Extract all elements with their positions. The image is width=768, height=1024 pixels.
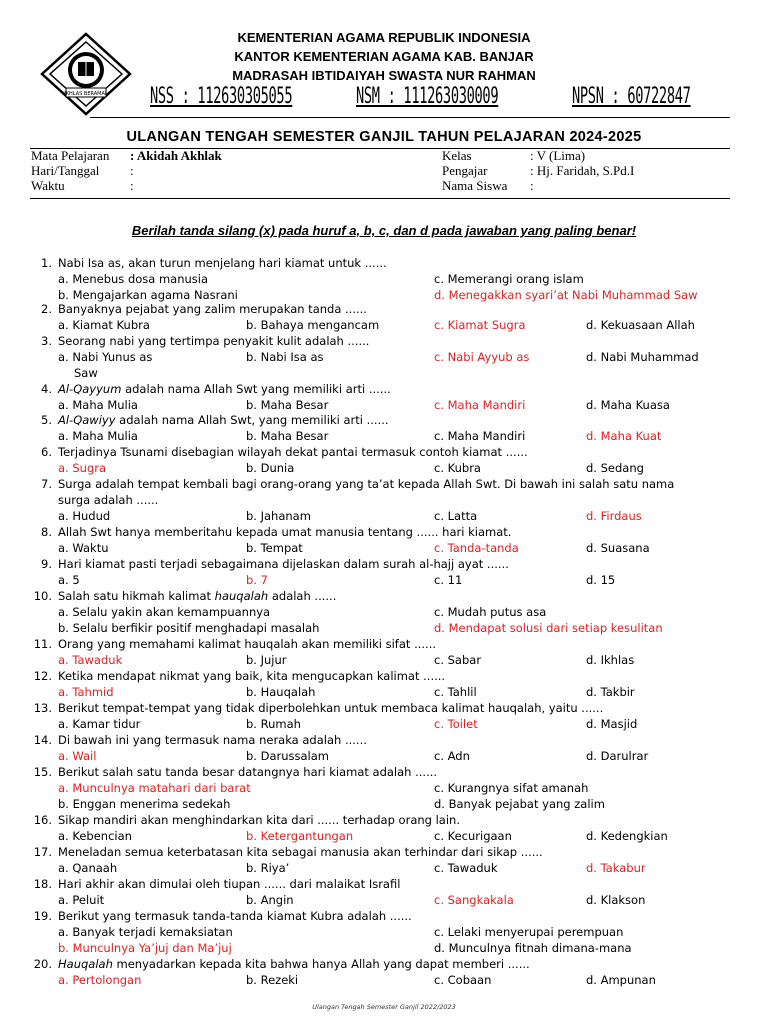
- option-c: c. Kecurigaan: [434, 829, 512, 843]
- option-b: b. 7: [246, 573, 268, 587]
- option-a: a. Tahmid: [58, 685, 114, 699]
- question-number: 15.: [33, 765, 52, 779]
- nss-number: NSS : 112630305055: [150, 84, 293, 109]
- header-line-2: KANTOR KEMENTERIAN AGAMA KAB. BANJAR: [234, 49, 534, 64]
- question-number: 1.: [41, 256, 52, 270]
- option-a: a. Qanaah: [58, 861, 118, 875]
- question-text: Hauqalah menyadarkan kepada kita bahwa hanya Allah yang dapat memberi ......: [58, 957, 530, 971]
- question-number: 10.: [33, 589, 52, 603]
- option-b: b. Mengajarkan agama Nasrani: [58, 288, 238, 302]
- question-text: Nabi Isa as, akan turun menjelang hari kiamat untuk ......: [58, 256, 387, 270]
- nama-siswa-value: :: [530, 178, 534, 193]
- question-text-cont: surga adalah ......: [58, 493, 159, 507]
- option-a: a. Pertolongan: [58, 973, 142, 987]
- option-d: d. Nabi Muhammad: [586, 350, 699, 364]
- option-c: c. Kurangnya sifat amanah: [434, 781, 589, 795]
- footer: Ulangan Tengah Semester Ganjil 2022/2023: [312, 1003, 456, 1011]
- question-text: Al-Qawiyy adalah nama Allah Swt, yang memiliki arti ......: [58, 413, 389, 427]
- question-number: 8.: [41, 525, 52, 539]
- kelas-label: Kelas: [442, 148, 472, 163]
- question-number: 5.: [41, 413, 52, 427]
- hari-value: :: [130, 163, 134, 178]
- option-a: a. Wail: [58, 749, 97, 763]
- question-number: 14.: [33, 733, 52, 747]
- question-text: Di bawah ini yang termasuk nama neraka adalah ......: [58, 733, 367, 747]
- option-d: d. 15: [586, 573, 616, 587]
- option-a: a. Hudud: [58, 509, 111, 523]
- option-c: c. Sabar: [434, 653, 482, 667]
- option-a: a. Peluit: [58, 893, 105, 907]
- option-a: a. Maha Mulia: [58, 398, 138, 412]
- option-d: d. Ampunan: [586, 973, 656, 987]
- logo-text: IKHLAS BERAMAL: [64, 91, 108, 97]
- question-number: 17.: [33, 845, 52, 859]
- option-d: d. Takbir: [586, 685, 635, 699]
- option-d: d. Munculnya fitnah dimana-mana: [434, 941, 632, 955]
- option-d: d. Kedengkian: [586, 829, 668, 843]
- question-text: Seorang nabi yang tertimpa penyakit kulit adalah ......: [58, 334, 370, 348]
- option-a: a. Banyak terjadi kemaksiatan: [58, 925, 233, 939]
- question-number: 13.: [33, 701, 52, 715]
- question-number: 4.: [41, 382, 52, 396]
- npsn-number: NPSN : 60722847: [572, 84, 691, 109]
- nsm-number: NSM : 111263030009: [356, 84, 499, 109]
- header-line-3: MADRASAH IBTIDAIYAH SWASTA NUR RAHMAN: [232, 68, 536, 83]
- info-divider: [30, 198, 730, 199]
- question-number: 19.: [33, 909, 52, 923]
- mapel-label: Mata Pelajaran: [31, 148, 110, 163]
- question-text: Allah Swt hanya memberitahu kepada umat manusia tentang ...... hari kiamat.: [58, 525, 512, 539]
- option-b: b. Dunia: [246, 461, 295, 475]
- question-text: Hari akhir akan dimulai oleh tiupan ...... dari malaikat Israfil: [58, 877, 401, 891]
- option-b: b. Angin: [246, 893, 294, 907]
- question-text: Ketika mendapat nikmat yang baik, kita mengucapkan kalimat ......: [58, 669, 446, 683]
- option-c: c. Memerangi orang islam: [434, 272, 584, 286]
- option-a: a. Selalu yakin akan kemampuannya: [58, 605, 271, 619]
- option-b: b. Jujur: [246, 653, 287, 667]
- option-d-cont: Saw: [74, 366, 98, 380]
- option-b: b. Darussalam: [246, 749, 330, 763]
- option-d: d. Darulrar: [586, 749, 649, 763]
- header-line-1: KEMENTERIAN AGAMA REPUBLIK INDONESIA: [237, 30, 531, 45]
- option-c: c. Lelaki menyerupai perempuan: [434, 925, 624, 939]
- option-c: c. Adn: [434, 749, 470, 763]
- waktu-label: Waktu: [31, 178, 65, 193]
- option-c: c. Latta: [434, 509, 478, 523]
- question-number: 20.: [33, 957, 52, 971]
- option-c: c. Maha Mandiri: [434, 429, 526, 443]
- question-number: 3.: [41, 334, 52, 348]
- question-text: Berikut yang termasuk tanda-tanda kiamat Kubra adalah ......: [58, 909, 412, 923]
- question-text: Hari kiamat pasti terjadi sebagaimana dijelaskan dalam surah al-hajj ayat ......: [58, 557, 509, 571]
- question-number: 9.: [41, 557, 52, 571]
- option-d: d. Takabur: [586, 861, 646, 875]
- option-a: a. Kebencian: [58, 829, 132, 843]
- question-number: 16.: [33, 813, 52, 827]
- option-a: a. Sugra: [58, 461, 107, 475]
- pengajar-value: : Hj. Faridah, S.Pd.I: [530, 163, 635, 178]
- option-c: c. Maha Mandiri: [434, 398, 526, 412]
- option-a: a. Munculnya matahari dari barat: [58, 781, 251, 795]
- option-c: c. Toilet: [434, 717, 478, 731]
- option-b: b. Hauqalah: [246, 685, 316, 699]
- question-text: Sikap mandiri akan menghindarkan kita dari ...... terhadap orang lain.: [58, 813, 460, 827]
- option-d: d. Masjid: [586, 717, 638, 731]
- mapel-value: : Akidah Akhlak: [130, 148, 222, 163]
- option-d: d. Mendapat solusi dari setiap kesulitan: [434, 621, 663, 635]
- option-a: a. Waktu: [58, 541, 109, 555]
- option-a: a. Maha Mulia: [58, 429, 138, 443]
- option-c: c. Kiamat Sugra: [434, 318, 526, 332]
- kelas-value: : V (Lima): [530, 148, 586, 163]
- question-number: 12.: [33, 669, 52, 683]
- option-b: b. Bahaya mengancam: [246, 318, 380, 332]
- question-text: Terjadinya Tsunami disebagian wilayah dekat pantai termasuk contoh kiamat ......: [58, 445, 528, 459]
- question-number: 18.: [33, 877, 52, 891]
- option-d: d. Kekuasaan Allah: [586, 318, 695, 332]
- question-text: Banyaknya pejabat yang zalim merupakan tanda ......: [58, 302, 367, 316]
- option-b: b. Nabi Isa as: [246, 350, 324, 364]
- option-a: a. Tawaduk: [58, 653, 123, 667]
- option-a: a. Nabi Yunus as: [58, 350, 153, 364]
- instruction: Berilah tanda silang (x) pada huruf a, b, c, dan d pada jawaban yang paling benar!: [131, 223, 637, 238]
- question-text: Surga adalah tempat kembali bagi orang-orang yang ta’at kepada Allah Swt. Di bawah ini salah satu nama: [58, 477, 675, 491]
- nama-siswa-label: Nama Siswa: [442, 178, 508, 193]
- option-b: b. Rezeki: [246, 973, 299, 987]
- option-a: a. Kamar tidur: [58, 717, 141, 731]
- option-b: b. Maha Besar: [246, 398, 329, 412]
- option-d: d. Banyak pejabat yang zalim: [434, 797, 605, 811]
- option-b: b. Tempat: [246, 541, 303, 555]
- option-d: d. Sedang: [586, 461, 644, 475]
- option-a: a. Kiamat Kubra: [58, 318, 150, 332]
- option-d: d. Klakson: [586, 893, 646, 907]
- option-c: c. Kubra: [434, 461, 481, 475]
- option-d: d. Ikhlas: [586, 653, 635, 667]
- option-c: c. Mudah putus asa: [434, 605, 547, 619]
- option-b: b. Munculnya Ya’juj dan Ma’juj: [58, 941, 232, 955]
- option-c: c. Tawaduk: [434, 861, 498, 875]
- question-text: Salah satu hikmah kalimat hauqalah adalah ......: [58, 589, 337, 603]
- question-text: Meneladan semua keterbatasan kita sebagai manusia akan terhindar dari sikap ......: [58, 845, 543, 859]
- exam-title: ULANGAN TENGAH SEMESTER GANJIL TAHUN PELAJARAN 2024-2025: [126, 129, 642, 145]
- hari-label: Hari/Tanggal: [31, 163, 100, 178]
- option-b: b. Ketergantungan: [246, 829, 354, 843]
- option-c: c. Tahlil: [434, 685, 477, 699]
- option-a: a. 5: [58, 573, 80, 587]
- option-c: c. Nabi Ayyub as: [434, 350, 530, 364]
- question-number: 2.: [41, 302, 52, 316]
- waktu-value: :: [130, 178, 134, 193]
- option-d: d. Maha Kuasa: [586, 398, 670, 412]
- option-d: d. Menegakkan syari’at Nabi Muhammad Saw: [434, 288, 698, 302]
- option-d: d. Suasana: [586, 541, 650, 555]
- pengajar-label: Pengajar: [442, 163, 488, 178]
- option-b: b. Riya’: [246, 861, 290, 875]
- header-divider: [90, 117, 730, 118]
- option-d: d. Maha Kuat: [586, 429, 662, 443]
- option-b: b. Enggan menerima sedekah: [58, 797, 231, 811]
- question-number: 6.: [41, 445, 52, 459]
- question-number: 11.: [33, 637, 52, 651]
- question-text: Orang yang memahami kalimat hauqalah akan memiliki sifat ......: [58, 637, 437, 651]
- option-c: c. Cobaan: [434, 973, 492, 987]
- option-c: c. Tanda-tanda: [434, 541, 519, 555]
- question-text: Berikut salah satu tanda besar datangnya hari kiamat adalah ......: [58, 765, 438, 779]
- question-number: 7.: [41, 477, 52, 491]
- option-c: c. Sangkakala: [434, 893, 514, 907]
- question-text: Berikut tempat-tempat yang tidak diperbolehkan untuk membaca kalimat hauqalah, yaitu ......: [58, 701, 604, 715]
- option-a: a. Menebus dosa manusia: [58, 272, 209, 286]
- option-b: b. Rumah: [246, 717, 301, 731]
- option-b: b. Maha Besar: [246, 429, 329, 443]
- option-b: b. Jahanam: [246, 509, 311, 523]
- option-b: b. Selalu berfikir positif menghadapi masalah: [58, 621, 320, 635]
- question-text: Al-Qayyum adalah nama Allah Swt yang memiliki arti ......: [58, 382, 391, 396]
- option-d: d. Firdaus: [586, 509, 642, 523]
- option-c: c. 11: [434, 573, 463, 587]
